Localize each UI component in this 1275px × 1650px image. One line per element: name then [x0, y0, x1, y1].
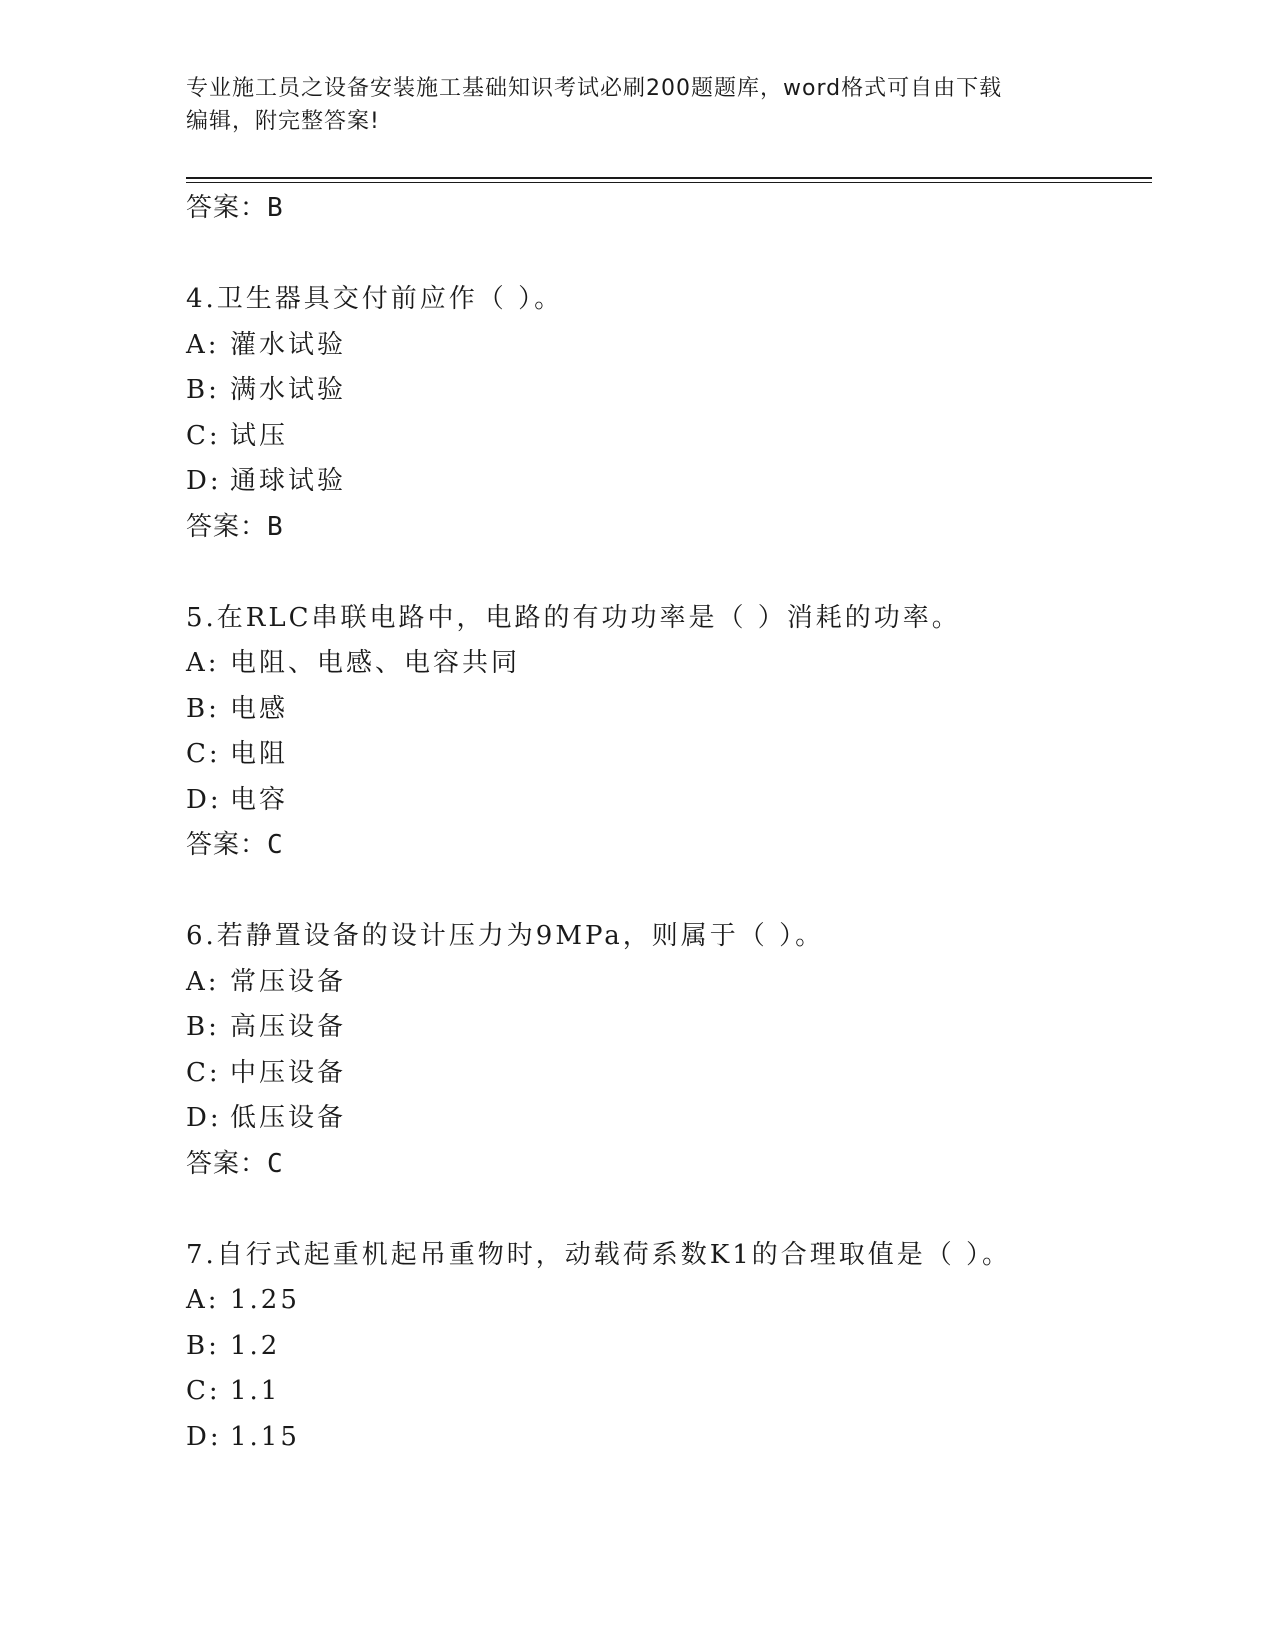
option-text: 电阻、电感、电容共同: [230, 648, 521, 678]
option-text: 满水试验: [230, 375, 347, 405]
option-label: D:: [186, 466, 222, 496]
option-text: 1.2: [230, 1330, 281, 1361]
option-label: C:: [186, 1376, 221, 1406]
answer-q6: [186, 1142, 1146, 1188]
option-label: B:: [186, 1330, 220, 1361]
answer-label: 答案：: [186, 193, 268, 223]
question-6: [186, 914, 1146, 960]
q7-option-a: [186, 1278, 1146, 1324]
option-text: 高压设备: [230, 1012, 347, 1042]
option-text: 电阻: [230, 739, 289, 769]
question-4: [186, 277, 1146, 323]
option-text: 1.15: [230, 1421, 300, 1452]
option-label: B:: [186, 693, 220, 724]
q7-option-c: [186, 1369, 1146, 1415]
header-divider-thick: [186, 177, 1152, 179]
q5-option-a: [186, 641, 1146, 687]
option-text: 通球试验: [230, 466, 347, 496]
question-text: 7.自行式起重机起吊重物时，动载荷系数K1的合理取值是（ ）。: [186, 1239, 1012, 1270]
option-text: 中压设备: [230, 1057, 347, 1088]
option-label: C:: [186, 739, 221, 769]
spacer: [186, 550, 1146, 596]
option-label: A:: [186, 648, 220, 678]
question-7: [186, 1233, 1146, 1279]
option-label: B:: [186, 375, 220, 405]
q4-option-b: [186, 368, 1146, 414]
header-divider-thin: [186, 182, 1152, 183]
question-text: 4.卫生器具交付前应作（ ）。: [186, 284, 564, 314]
question-text: 6.若静置设备的设计压力为9MPa，则属于（ ）。: [186, 921, 825, 951]
option-label: A:: [186, 966, 220, 997]
q7-option-b: [186, 1324, 1146, 1370]
spacer: [186, 1187, 1146, 1233]
option-label: D:: [186, 1421, 222, 1452]
option-label: D:: [186, 1103, 222, 1133]
spacer: [186, 232, 1146, 278]
q4-option-a: [186, 323, 1146, 369]
option-label: C:: [186, 420, 221, 451]
q6-option-a: [186, 960, 1146, 1006]
answer-label: 答案：: [186, 511, 268, 542]
option-text: 常压设备: [230, 966, 347, 997]
q6-option-c: [186, 1051, 1146, 1097]
document-header: [186, 72, 1086, 138]
q5-option-c: [186, 732, 1146, 778]
answer-q4: [186, 505, 1146, 551]
option-text: 灌水试验: [230, 329, 347, 360]
answer-q5: [186, 823, 1146, 869]
answer-q3: [186, 186, 1146, 232]
q6-option-d: [186, 1096, 1146, 1142]
option-text: 1.25: [230, 1285, 300, 1315]
answer-value: C: [267, 1148, 284, 1179]
question-text: 5.在RLC串联电路中，电路的有功功率是（ ）消耗的功率。: [186, 602, 961, 633]
q7-option-d: [186, 1415, 1146, 1461]
answer-value: B: [267, 193, 284, 223]
option-text: 电容: [230, 784, 289, 815]
q4-option-d: [186, 459, 1146, 505]
answer-label: 答案：: [186, 1148, 268, 1179]
q6-option-b: [186, 1005, 1146, 1051]
question-list: [186, 186, 1146, 1460]
option-label: D:: [186, 784, 222, 815]
answer-value: B: [267, 511, 284, 542]
q4-option-c: [186, 414, 1146, 460]
answer-label: 答案：: [186, 830, 268, 860]
q5-option-b: [186, 687, 1146, 733]
option-label: B:: [186, 1012, 220, 1042]
spacer: [186, 869, 1146, 915]
header-line-1: 专业施工员之设备安装施工基础知识考试必刷200题题库，word格式可自由下载: [186, 76, 1003, 101]
question-5: [186, 596, 1146, 642]
option-text: 1.1: [230, 1376, 281, 1406]
header-line-2: 编辑，附完整答案!: [186, 109, 380, 134]
option-text: 试压: [230, 420, 289, 451]
q5-option-d: [186, 778, 1146, 824]
option-label: A:: [186, 1285, 220, 1315]
option-text: 低压设备: [230, 1103, 347, 1133]
option-text: 电感: [230, 693, 289, 724]
answer-value: C: [267, 830, 284, 860]
option-label: C:: [186, 1057, 221, 1088]
option-label: A:: [186, 329, 220, 360]
